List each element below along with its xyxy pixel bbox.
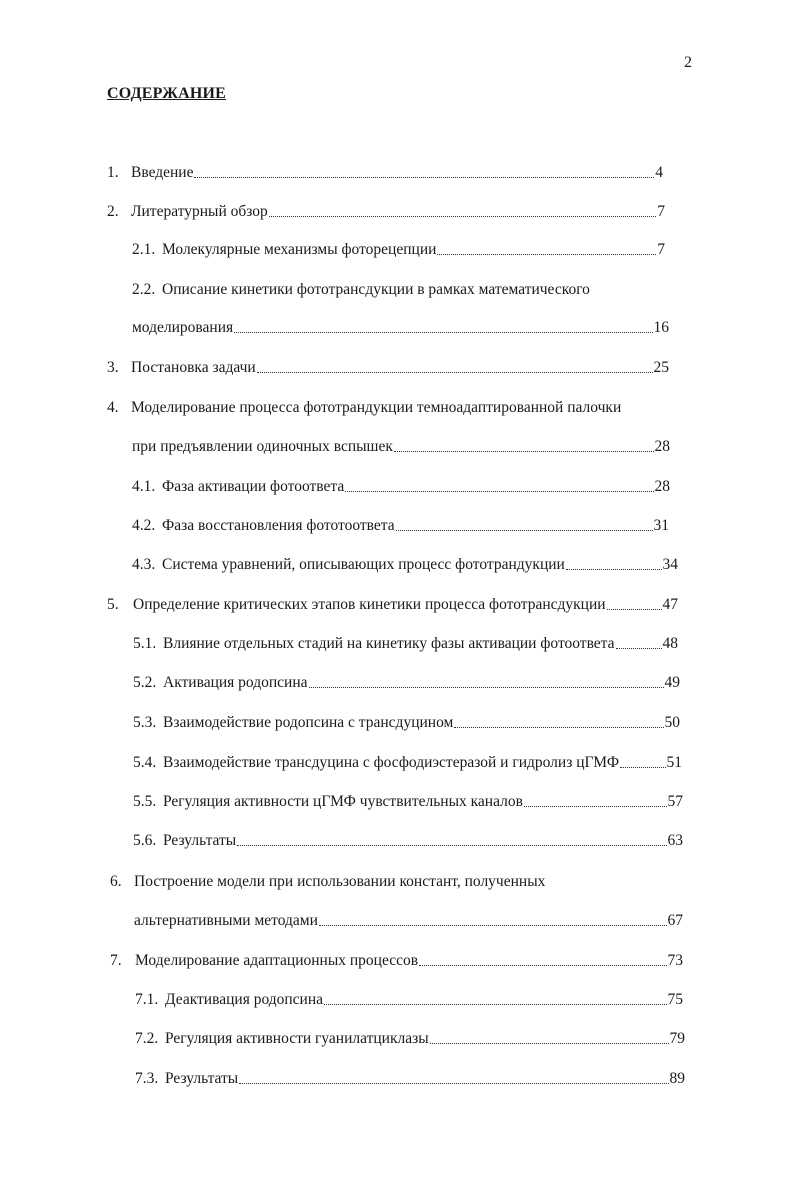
toc-entry-title: Построение модели при использовании констант, полученных bbox=[134, 873, 546, 890]
toc-entry bbox=[132, 240, 665, 260]
toc-entry bbox=[133, 673, 680, 693]
dot-leader bbox=[454, 726, 663, 728]
toc-entry-number: 1. bbox=[107, 164, 119, 181]
toc-entry-number: 3. bbox=[107, 359, 119, 376]
toc-entry bbox=[134, 911, 683, 931]
toc-entry-number: 2.2. bbox=[132, 281, 156, 298]
toc-entry-page: 7 bbox=[657, 203, 665, 220]
dot-leader bbox=[430, 1042, 669, 1044]
toc-entry-title: Влияние отдельных стадий на кинетику фазы активации фотоответа bbox=[163, 635, 615, 652]
dot-leader bbox=[194, 176, 654, 178]
toc-entry-title: Молекулярные механизмы фоторецепции bbox=[162, 241, 437, 258]
toc-entry-number: 4.2. bbox=[132, 517, 156, 534]
toc-entry-title: Фаза активации фотоответа bbox=[162, 478, 345, 495]
toc-entry-page: 73 bbox=[667, 952, 683, 969]
toc-entry-title: Активация родопсина bbox=[163, 674, 308, 691]
toc-entry-page: 57 bbox=[667, 793, 683, 810]
toc-entry-page: 51 bbox=[666, 754, 682, 771]
toc-entry-page: 48 bbox=[662, 635, 678, 652]
toc-entry-number: 6. bbox=[110, 873, 122, 890]
toc-entry-page: 25 bbox=[653, 359, 669, 376]
toc-entry-title: Взаимодействие родопсина с трансдуцином bbox=[163, 714, 454, 731]
toc-entry bbox=[133, 634, 678, 654]
toc-entry-first-line bbox=[107, 398, 621, 418]
toc-entry-page: 89 bbox=[669, 1070, 685, 1087]
toc-entry-number: 5.5. bbox=[133, 793, 157, 810]
dot-leader bbox=[319, 924, 667, 926]
dot-leader bbox=[237, 844, 666, 846]
toc-entry bbox=[133, 753, 682, 773]
toc-entry bbox=[132, 555, 678, 575]
toc-entry-number: 7.3. bbox=[135, 1070, 159, 1087]
toc-entry bbox=[107, 202, 665, 222]
dot-leader bbox=[234, 331, 652, 333]
toc-entry bbox=[135, 1069, 685, 1089]
toc-entry-number: 2. bbox=[107, 203, 119, 220]
toc-entry-title: Результаты bbox=[165, 1070, 239, 1087]
toc-entry bbox=[107, 595, 678, 615]
toc-entry-title: Моделирование процесса фототрандукции темноадаптированной палочки bbox=[131, 399, 622, 416]
toc-entry bbox=[135, 990, 683, 1010]
dot-leader bbox=[257, 371, 653, 373]
toc-entry bbox=[107, 358, 669, 378]
toc-entry-title: Постановка задачи bbox=[131, 359, 256, 376]
toc-entry-title: Регуляция активности гуанилатциклазы bbox=[165, 1030, 429, 1047]
toc-entry-title: Фаза восстановления фототоответа bbox=[162, 517, 395, 534]
toc-entry-title: Деактивация родопсина bbox=[165, 991, 324, 1008]
dot-leader bbox=[345, 490, 653, 492]
toc-entry-number: 7.1. bbox=[135, 991, 159, 1008]
toc-entry-number: 5.6. bbox=[133, 832, 157, 849]
toc-entry-title: Литературный обзор bbox=[131, 203, 268, 220]
dot-leader bbox=[620, 766, 665, 768]
toc-entry-title: Описание кинетики фототрансдукции в рамках математического bbox=[162, 281, 590, 298]
toc-entry-title-continued: моделирования bbox=[132, 319, 234, 336]
toc-entry-title: Результаты bbox=[163, 832, 237, 849]
toc-entry-page: 28 bbox=[654, 478, 670, 495]
dot-leader bbox=[419, 964, 666, 966]
dot-leader bbox=[394, 450, 654, 452]
toc-entry-page: 16 bbox=[653, 319, 669, 336]
toc-entry-page: 49 bbox=[664, 674, 680, 691]
toc-entry bbox=[132, 437, 670, 457]
toc-entry-title: Система уравнений, описывающих процесс фототрандукции bbox=[162, 556, 565, 573]
toc-entry bbox=[132, 477, 670, 497]
toc-entry bbox=[133, 713, 680, 733]
toc-entry-number: 5.3. bbox=[133, 714, 157, 731]
toc-entry-number: 7. bbox=[110, 952, 122, 969]
dot-leader bbox=[524, 805, 667, 807]
toc-entry-number: 5.1. bbox=[133, 635, 157, 652]
toc-entry-page: 79 bbox=[669, 1030, 685, 1047]
toc-entry-page: 28 bbox=[654, 438, 670, 455]
toc-entry bbox=[110, 951, 683, 971]
toc-entry-number: 5.4. bbox=[133, 754, 157, 771]
toc-entry-title: Определение критических этапов кинетики процесса фототрансдукции bbox=[133, 596, 606, 613]
dot-leader bbox=[607, 608, 662, 610]
toc-entry bbox=[135, 1029, 685, 1049]
dot-leader bbox=[324, 1003, 666, 1005]
toc-entry-number: 2.1. bbox=[132, 241, 156, 258]
toc-entry bbox=[133, 792, 683, 812]
toc-entry-page: 7 bbox=[657, 241, 665, 258]
page-number: 2 bbox=[684, 54, 692, 71]
toc-entry bbox=[132, 516, 669, 536]
toc-entry-title: Взаимодействие трансдуцина с фосфодиэстеразой и гидролиз цГМФ bbox=[163, 754, 620, 771]
toc-entry-title-continued: альтернативными методами bbox=[134, 912, 318, 929]
dot-leader bbox=[396, 529, 653, 531]
toc-entry-page: 63 bbox=[667, 832, 683, 849]
dot-leader bbox=[239, 1082, 668, 1084]
toc-entry-page: 75 bbox=[667, 991, 683, 1008]
toc-entry-first-line bbox=[110, 872, 545, 892]
toc-entry-page: 4 bbox=[655, 164, 663, 181]
toc-entry-page: 31 bbox=[653, 517, 669, 534]
dot-leader bbox=[437, 253, 656, 255]
dot-leader bbox=[616, 647, 662, 649]
dot-leader bbox=[269, 215, 656, 217]
toc-entry-title: Моделирование адаптационных процессов bbox=[135, 952, 419, 969]
toc-entry-page: 34 bbox=[662, 556, 678, 573]
toc-entry-title: Регуляция активности цГМФ чувствительных каналов bbox=[163, 793, 523, 810]
toc-entry-number: 7.2. bbox=[135, 1030, 159, 1047]
toc-entry-title: Введение bbox=[131, 164, 194, 181]
toc-entry-first-line bbox=[132, 280, 590, 300]
toc-entry-page: 50 bbox=[664, 714, 680, 731]
toc-entry bbox=[132, 318, 669, 338]
toc-entry-title-continued: при предъявлении одиночных вспышек bbox=[132, 438, 393, 455]
toc-entry-number: 4. bbox=[107, 399, 119, 416]
toc-entry-number: 5.2. bbox=[133, 674, 157, 691]
dot-leader bbox=[309, 686, 664, 688]
toc-entry-number: 4.3. bbox=[132, 556, 156, 573]
toc-entry bbox=[133, 831, 683, 851]
dot-leader bbox=[566, 568, 662, 570]
toc-entry-page: 47 bbox=[662, 596, 678, 613]
toc-entry bbox=[107, 163, 663, 183]
toc-entry-number: 5. bbox=[107, 596, 119, 613]
toc-heading: СОДЕРЖАНИЕ bbox=[107, 85, 227, 102]
toc-entry-number: 4.1. bbox=[132, 478, 156, 495]
toc-entry-page: 67 bbox=[667, 912, 683, 929]
